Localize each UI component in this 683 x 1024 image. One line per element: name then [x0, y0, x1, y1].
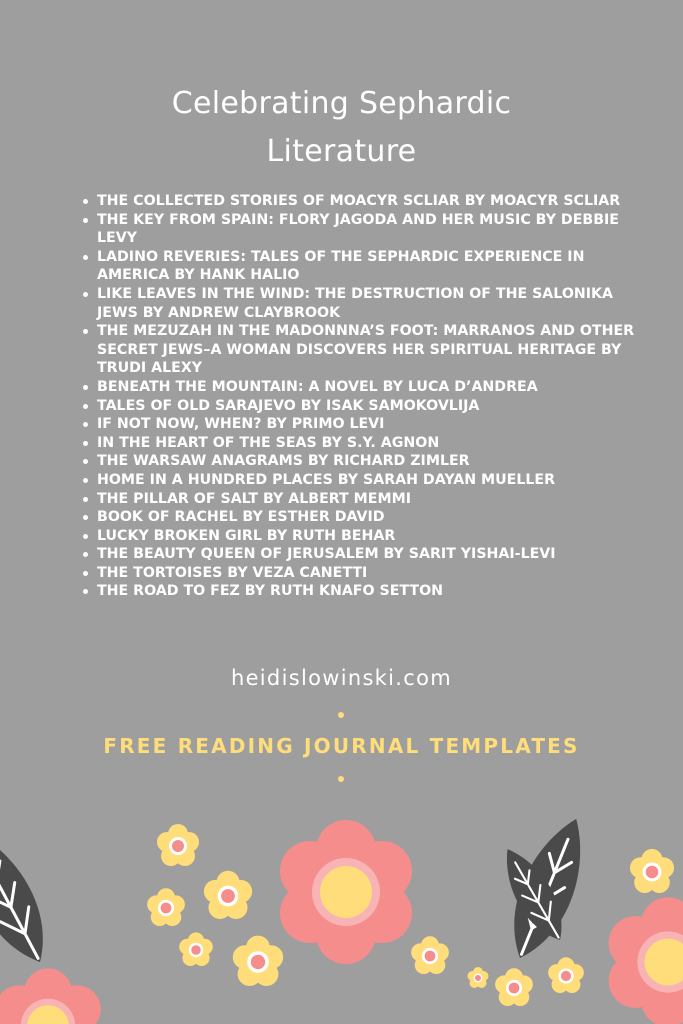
list-item: LIKE LEAVES IN THE WIND: THE DESTRUCTION OF THE SALONIKA JEWS BY ANDREW CLAYBROOK — [97, 285, 642, 322]
flower-icon — [179, 932, 213, 966]
list-item: THE MEZUZAH IN THE MADONNNA’S FOOT: MARRANOS AND OTHER SECRET JEWS–A WOMAN DISCOVERS HER SPIRITUAL HERITAGE BY TRUDI ALEXY — [97, 322, 642, 378]
list-item: THE TORTOISES BY VEZA CANETTI — [97, 564, 642, 583]
list-item: THE WARSAW ANAGRAMS BY RICHARD ZIMLER — [97, 452, 642, 471]
list-item: THE PILLAR OF SALT BY ALBERT MEMMI — [97, 490, 642, 509]
list-item: LUCKY BROKEN GIRL BY RUTH BEHAR — [97, 527, 642, 546]
flower-icon — [147, 888, 185, 926]
list-item: LADINO REVERIES: TALES OF THE SEPHARDIC EXPERIENCE IN AMERICA BY HANK HALIO — [97, 248, 642, 285]
list-item: TALES OF OLD SARAJEVO BY ISAK SAMOKOVLIJA — [97, 397, 642, 416]
website-link[interactable]: heidislowinski.com — [230, 666, 453, 690]
flower-icon — [630, 849, 674, 893]
title-line-2: Literature — [266, 134, 417, 169]
flower-icon — [548, 957, 584, 993]
list-item: IF NOT NOW, WHEN? BY PRIMO LEVI — [97, 415, 642, 434]
list-item: BENEATH THE MOUNTAIN: A NOVEL BY LUCA D’ANDREA — [97, 378, 642, 397]
flower-icon — [609, 897, 683, 1024]
flower-icon — [411, 936, 449, 974]
list-item: THE COLLECTED STORIES OF MOACYR SCLIAR BY MOACYR SCLIAR — [97, 192, 642, 211]
separator-dot-icon — [338, 712, 344, 718]
flower-icon — [280, 820, 412, 964]
flower-icon — [204, 871, 252, 919]
book-list — [80, 192, 642, 601]
title-line-1: Celebrating Sephardic — [171, 86, 512, 121]
separator-dot-icon — [338, 776, 344, 782]
flower-icon — [0, 968, 101, 1024]
promo-banner[interactable]: FREE READING JOURNAL TEMPLATES — [103, 734, 580, 758]
flower-icon — [157, 824, 199, 866]
floral-decoration — [0, 790, 683, 1024]
flower-icon — [495, 968, 533, 1006]
list-item: BOOK OF RACHEL BY ESTHER DAVID — [97, 508, 642, 527]
list-item: THE KEY FROM SPAIN: FLORY JAGODA AND HER MUSIC BY DEBBIE LEVY — [97, 211, 642, 248]
list-item: IN THE HEART OF THE SEAS BY S.Y. AGNON — [97, 434, 642, 453]
flower-icon — [468, 967, 489, 988]
leaf-icon — [0, 818, 63, 974]
list-item: THE ROAD TO FEZ BY RUTH KNAFO SETTON — [97, 582, 642, 601]
list-item: THE BEAUTY QUEEN OF JERUSALEM BY SARIT YISHAI-LEVI — [97, 545, 642, 564]
flower-icon — [233, 936, 283, 986]
page-title — [0, 80, 683, 176]
list-item: HOME IN A HUNDRED PLACES BY SARAH DAYAN MUELLER — [97, 471, 642, 490]
